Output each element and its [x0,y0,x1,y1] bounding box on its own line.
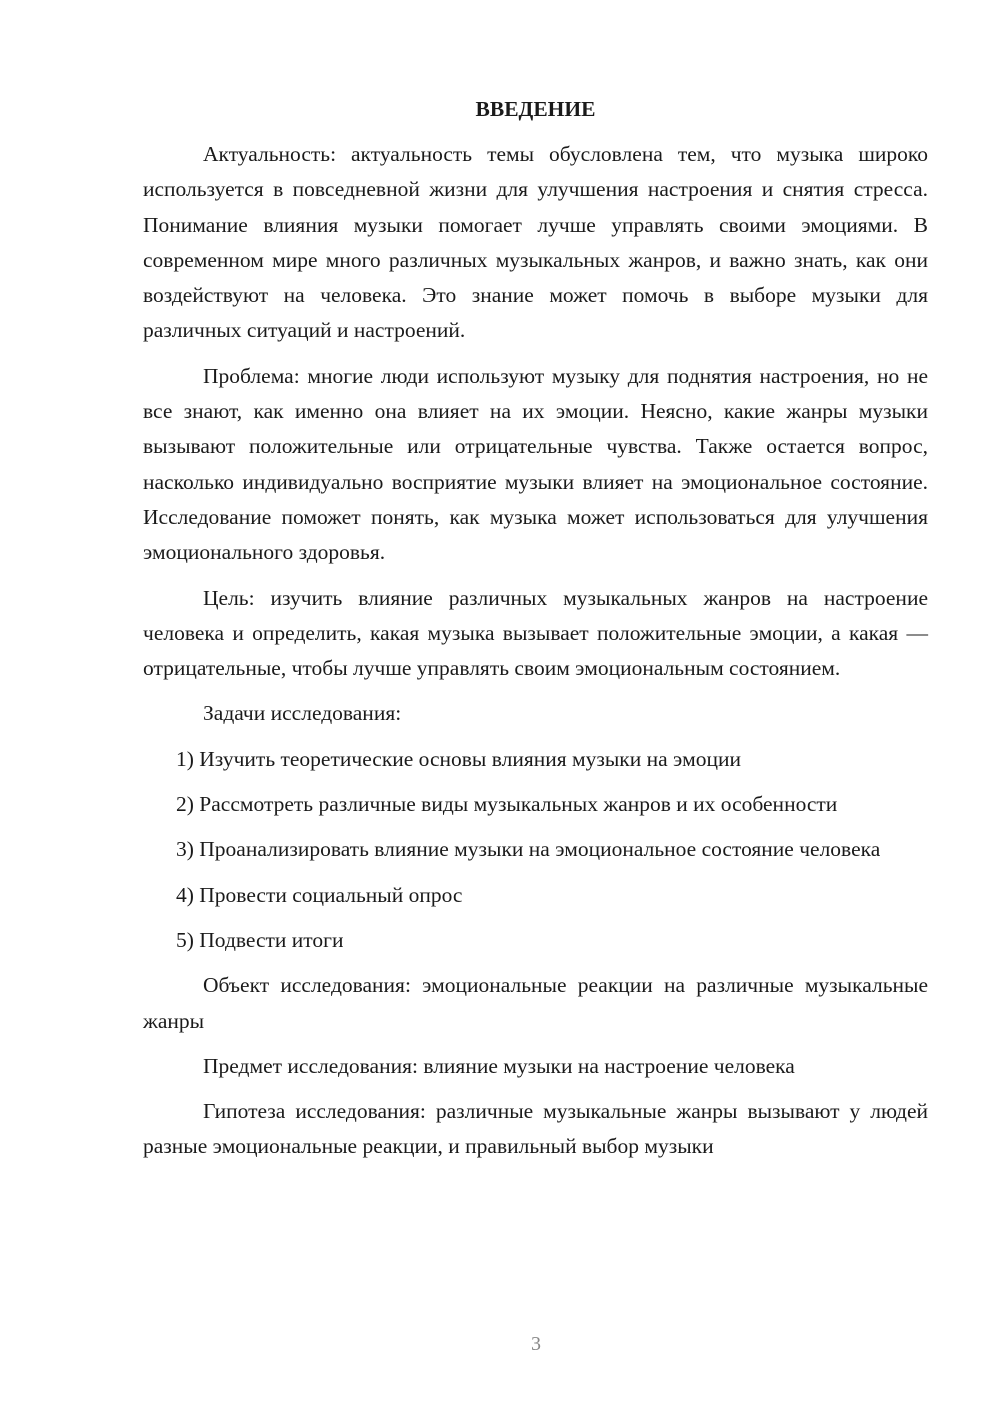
object-paragraph: Объект исследования: эмоциональные реакции на различные музыкальные жанры [143,973,928,1033]
task-item-3: 3) Проанализировать влияние музыки на эмоциональное состояние человека [176,837,881,862]
tasks-title: Задачи исследования: [203,701,402,726]
task-item-5: 5) Подвести итоги [176,927,344,952]
page-number: 3 [531,1333,541,1355]
problem-paragraph: Проблема: многие люди используют музыку для поднятия настроения, но не все знают, как именно она влияет на их эмоции. Неясно, какие жанры музыки вызывают положительные или отрицательные чувства. Также остается вопрос, насколько индивидуально восприятие музыки влияет на эмоциональное состояние. Исследование поможет понять, как музыка может использоваться для улучшения эмоционального здоровья. [143,363,928,565]
subject-paragraph: Предмет исследования: влияние музыки на настроение человека [203,1053,795,1078]
task-item-4: 4) Провести социальный опрос [176,882,463,907]
task-item-1: 1) Изучить теоретические основы влияния музыки на эмоции [176,746,741,771]
relevance-paragraph: Актуальность: актуальность темы обусловлена тем, что музыка широко используется в повседневной жизни для улучшения настроения и снятия стресса. Понимание влияния музыки помогает лучше управлять своими эмоциями. В современном мире много различных музыкальных жанров, и важно знать, как они воздействуют на человека. Это знание может помочь в выборе музыки для различных ситуаций и настроений. [143,142,928,343]
section-heading: ВВЕДЕНИЕ [475,97,596,121]
goal-paragraph: Цель: изучить влияние различных музыкальных жанров на настроение человека и определить, какая музыка вызывает положительные эмоции, а какая — отрицательные, чтобы лучше управлять своим эмоциональным состоянием. [143,585,928,681]
page-content [143,92,928,1175]
hypothesis-paragraph: Гипотеза исследования: различные музыкальные жанры вызывают у людей разные эмоциональные реакции, и правильный выбор музыки [143,1099,928,1159]
task-item-2: 2) Рассмотреть различные виды музыкальных жанров и их особенности [176,792,838,817]
